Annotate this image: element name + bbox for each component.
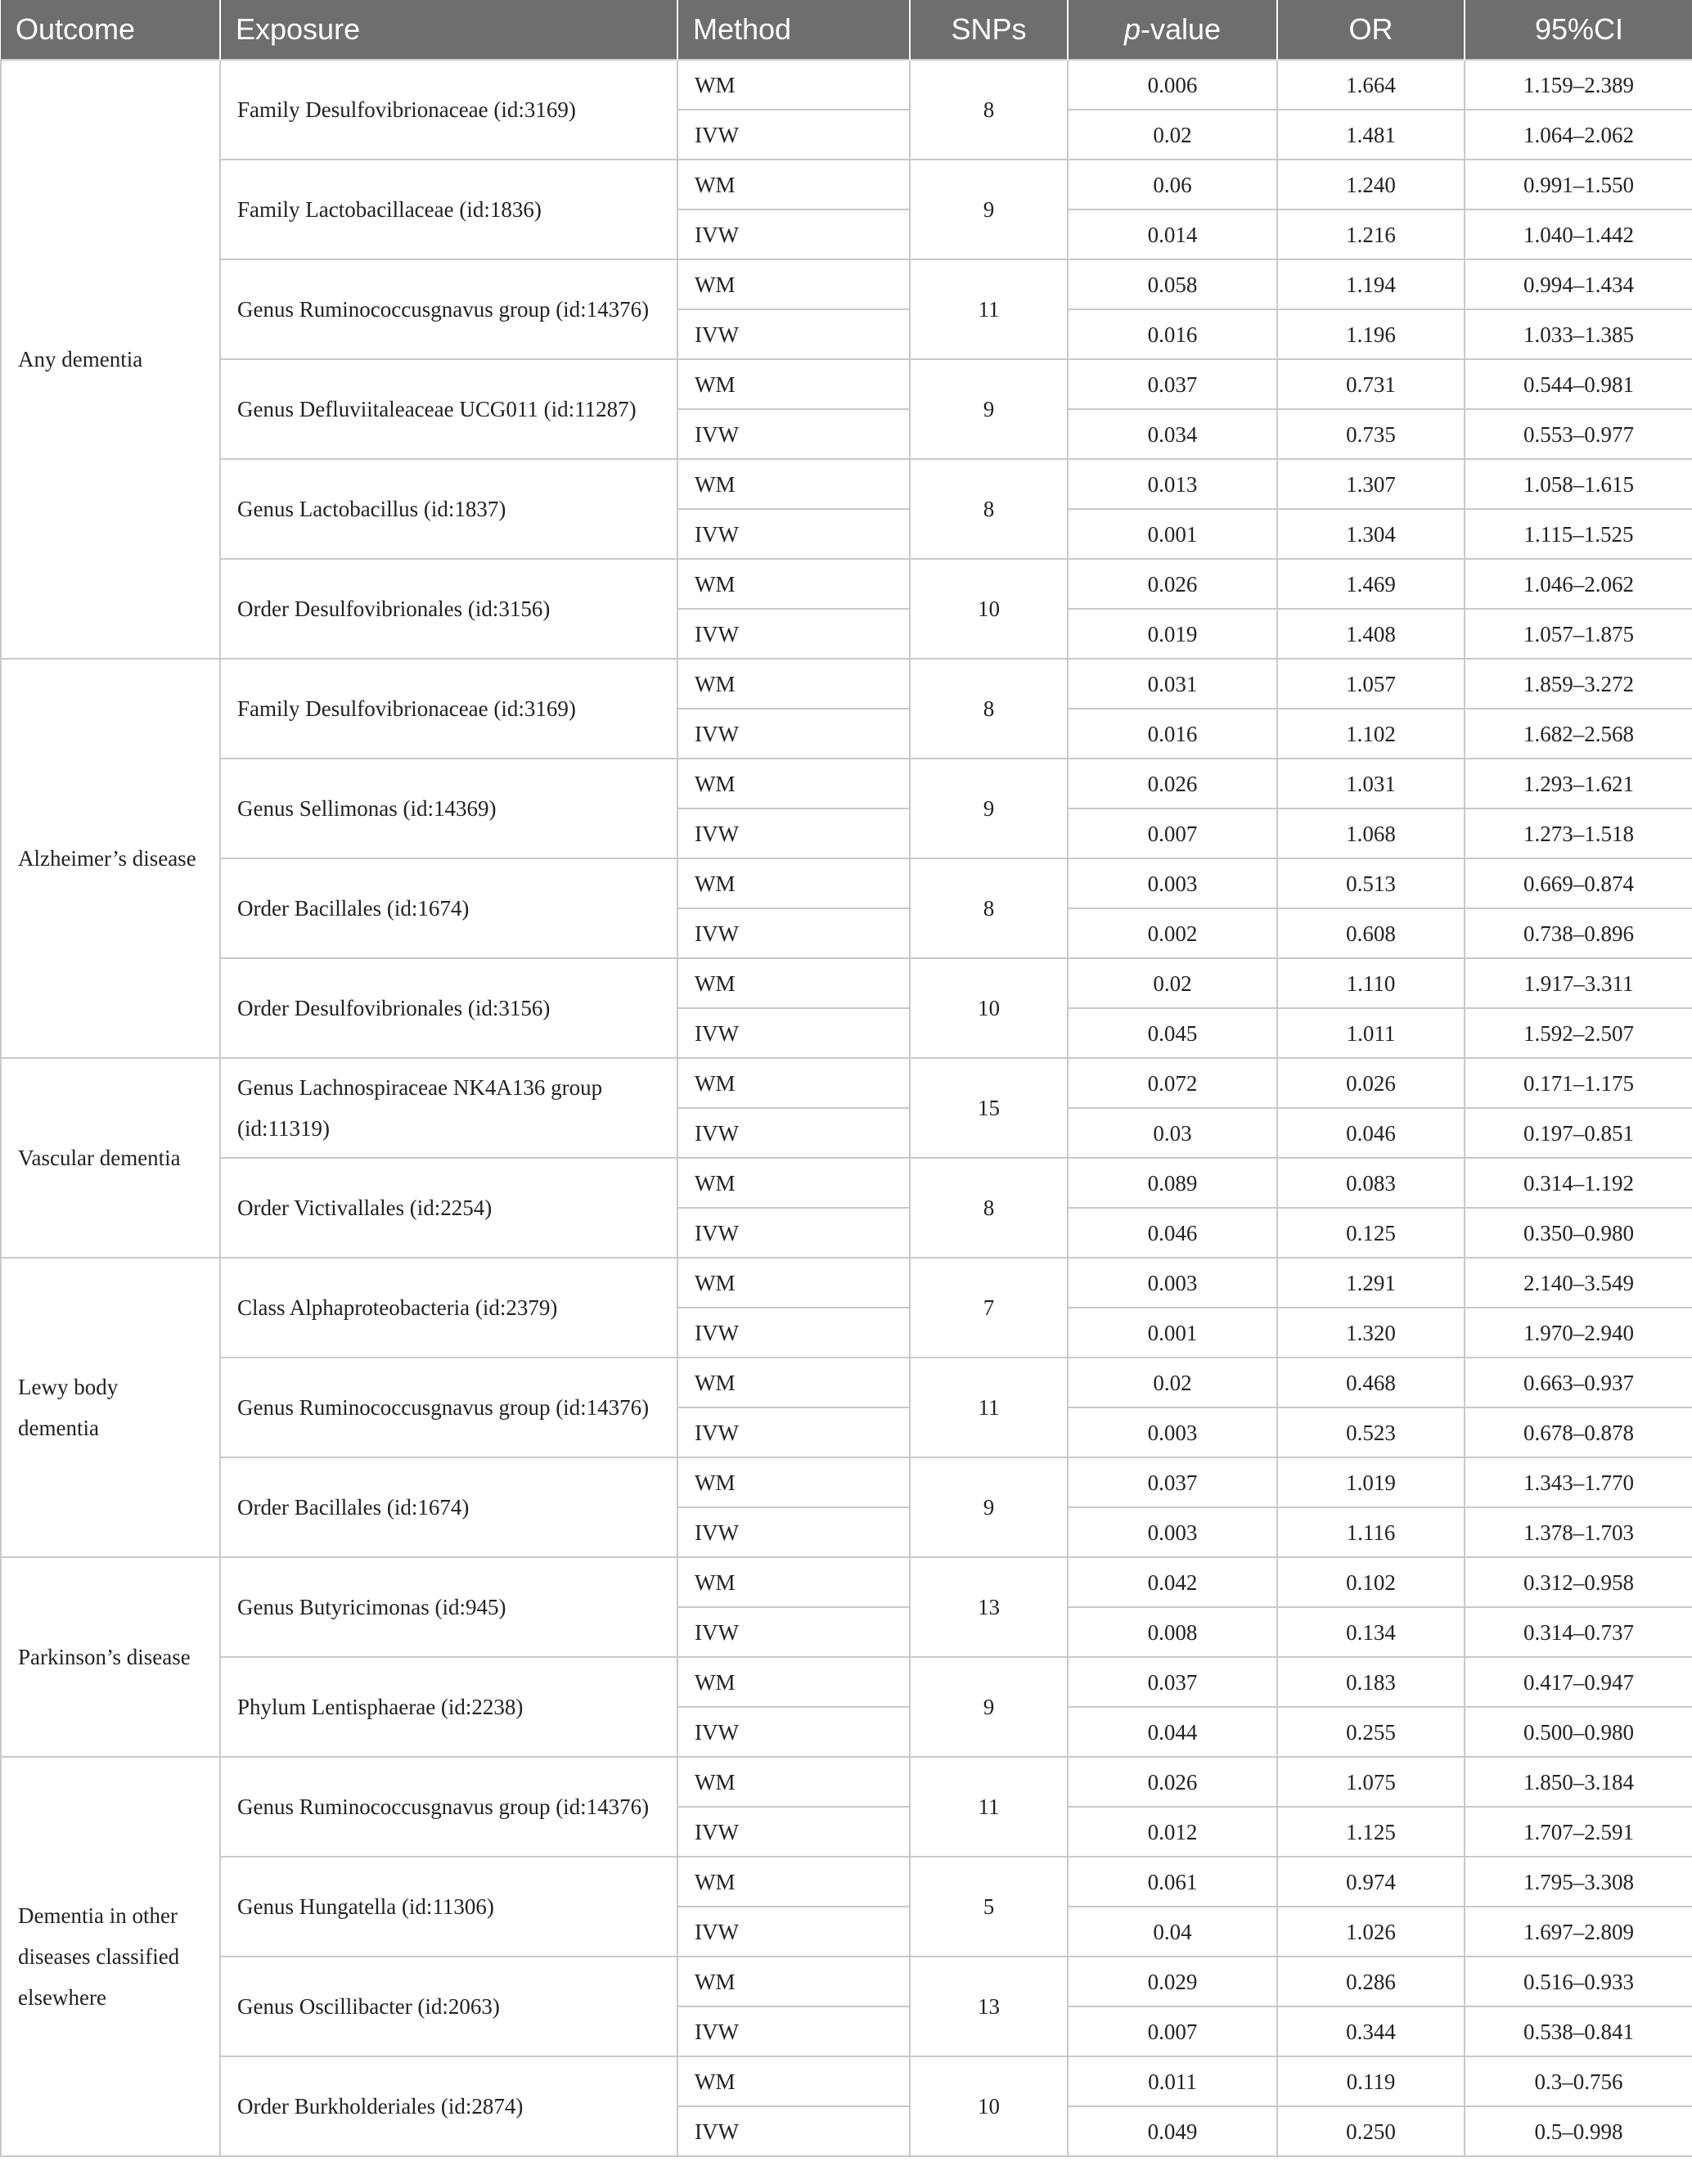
or-cell: 1.469	[1277, 559, 1465, 609]
outcome-cell: Lewy body dementia	[1, 1258, 220, 1557]
ci-cell: 1.682–2.568	[1465, 709, 1692, 759]
table-row	[1, 2056, 1692, 2106]
method-cell: WM	[677, 459, 910, 509]
ci-cell: 0.991–1.550	[1465, 160, 1692, 209]
or-cell: 1.291	[1277, 1258, 1465, 1308]
or-cell: 0.250	[1277, 2106, 1465, 2156]
ci-cell: 0.171–1.175	[1465, 1058, 1692, 1108]
or-cell: 0.046	[1277, 1108, 1465, 1158]
ci-cell: 1.058–1.615	[1465, 459, 1692, 509]
exposure-cell: Family Desulfovibrionaceae (id:3169)	[220, 60, 677, 160]
method-cell: IVW	[677, 1407, 910, 1457]
table-row	[1, 459, 1692, 509]
header-outcome: Outcome	[1, 0, 220, 60]
snps-cell: 11	[910, 259, 1068, 359]
exposure-cell: Class Alphaproteobacteria (id:2379)	[220, 1258, 677, 1358]
ci-cell: 1.115–1.525	[1465, 509, 1692, 559]
pvalue-cell: 0.007	[1068, 2006, 1277, 2056]
method-cell: WM	[677, 1457, 910, 1507]
pvalue-cell: 0.031	[1068, 659, 1277, 709]
pvalue-cell: 0.019	[1068, 609, 1277, 659]
method-cell: WM	[677, 559, 910, 609]
exposure-cell: Genus Lachnospiraceae NK4A136 group (id:11319)	[220, 1058, 677, 1158]
snps-cell: 8	[910, 659, 1068, 759]
pvalue-cell: 0.044	[1068, 1707, 1277, 1757]
exposure-cell: Genus Hungatella (id:11306)	[220, 1857, 677, 1957]
snps-cell: 15	[910, 1058, 1068, 1158]
or-cell: 1.068	[1277, 808, 1465, 858]
method-cell: IVW	[677, 808, 910, 858]
exposure-cell: Genus Oscillibacter (id:2063)	[220, 1957, 677, 2056]
snps-cell: 9	[910, 1657, 1068, 1757]
snps-cell: 8	[910, 459, 1068, 559]
header-pvalue-italic: p	[1123, 12, 1141, 46]
exposure-cell: Genus Defluviitaleaceae UCG011 (id:11287)	[220, 359, 677, 459]
header-pvalue-rest: -value	[1140, 12, 1222, 46]
pvalue-cell: 0.003	[1068, 1258, 1277, 1308]
pvalue-cell: 0.04	[1068, 1907, 1277, 1957]
pvalue-cell: 0.003	[1068, 858, 1277, 908]
method-cell: WM	[677, 1358, 910, 1407]
ci-cell: 1.378–1.703	[1465, 1507, 1692, 1557]
method-cell: WM	[677, 1657, 910, 1707]
ci-cell: 2.140–3.549	[1465, 1258, 1692, 1308]
or-cell: 0.468	[1277, 1358, 1465, 1407]
method-cell: IVW	[677, 1208, 910, 1258]
exposure-cell: Genus Butyricimonas (id:945)	[220, 1557, 677, 1657]
or-cell: 1.019	[1277, 1457, 1465, 1507]
ci-cell: 1.707–2.591	[1465, 1807, 1692, 1857]
pvalue-cell: 0.026	[1068, 759, 1277, 808]
method-cell: WM	[677, 1557, 910, 1607]
method-cell: WM	[677, 1258, 910, 1308]
ci-cell: 0.994–1.434	[1465, 259, 1692, 309]
ci-cell: 1.970–2.940	[1465, 1308, 1692, 1358]
table-row	[1, 359, 1692, 409]
or-cell: 1.408	[1277, 609, 1465, 659]
or-cell: 0.125	[1277, 1208, 1465, 1258]
pvalue-cell: 0.001	[1068, 509, 1277, 559]
ci-cell: 1.850–3.184	[1465, 1757, 1692, 1807]
snps-cell: 9	[910, 759, 1068, 858]
ci-cell: 1.064–2.062	[1465, 110, 1692, 160]
table-row	[1, 1557, 1692, 1607]
method-cell: WM	[677, 60, 910, 110]
pvalue-cell: 0.002	[1068, 908, 1277, 958]
method-cell: WM	[677, 1857, 910, 1907]
snps-cell: 10	[910, 2056, 1068, 2156]
snps-cell: 11	[910, 1757, 1068, 1857]
ci-cell: 1.046–2.062	[1465, 559, 1692, 609]
ci-cell: 1.273–1.518	[1465, 808, 1692, 858]
ci-cell: 1.057–1.875	[1465, 609, 1692, 659]
snps-cell: 8	[910, 60, 1068, 160]
table-row	[1, 858, 1692, 908]
exposure-cell: Order Burkholderiales (id:2874)	[220, 2056, 677, 2156]
method-cell: WM	[677, 858, 910, 908]
outcome-cell: Dementia in other diseases classified elsewhere	[1, 1757, 220, 2156]
pvalue-cell: 0.06	[1068, 160, 1277, 209]
table-row	[1, 1457, 1692, 1507]
header-method: Method	[677, 0, 910, 60]
header-ci: 95%CI	[1465, 0, 1692, 60]
table-row	[1, 1258, 1692, 1308]
header-exposure: Exposure	[220, 0, 677, 60]
snps-cell: 8	[910, 1158, 1068, 1258]
ci-cell: 1.592–2.507	[1465, 1008, 1692, 1058]
pvalue-cell: 0.016	[1068, 309, 1277, 359]
method-cell: IVW	[677, 1507, 910, 1557]
ci-cell: 1.917–3.311	[1465, 958, 1692, 1008]
or-cell: 0.255	[1277, 1707, 1465, 1757]
pvalue-cell: 0.03	[1068, 1108, 1277, 1158]
pvalue-cell: 0.042	[1068, 1557, 1277, 1607]
snps-cell: 9	[910, 1457, 1068, 1557]
or-cell: 0.102	[1277, 1557, 1465, 1607]
pvalue-cell: 0.008	[1068, 1607, 1277, 1657]
method-cell: IVW	[677, 509, 910, 559]
method-cell: WM	[677, 1158, 910, 1208]
method-cell: WM	[677, 160, 910, 209]
ci-cell: 0.5–0.998	[1465, 2106, 1692, 2156]
or-cell: 0.731	[1277, 359, 1465, 409]
or-cell: 0.608	[1277, 908, 1465, 958]
table-row	[1, 1158, 1692, 1208]
or-cell: 0.083	[1277, 1158, 1465, 1208]
ci-cell: 0.197–0.851	[1465, 1108, 1692, 1158]
or-cell: 1.304	[1277, 509, 1465, 559]
or-cell: 1.125	[1277, 1807, 1465, 1857]
pvalue-cell: 0.02	[1068, 110, 1277, 160]
snps-cell: 8	[910, 858, 1068, 958]
method-cell: WM	[677, 359, 910, 409]
method-cell: IVW	[677, 609, 910, 659]
table-body	[1, 60, 1692, 2156]
pvalue-cell: 0.013	[1068, 459, 1277, 509]
or-cell: 0.286	[1277, 1957, 1465, 2006]
table-row	[1, 759, 1692, 808]
or-cell: 1.116	[1277, 1507, 1465, 1557]
table-row	[1, 160, 1692, 209]
pvalue-cell: 0.02	[1068, 958, 1277, 1008]
ci-cell: 0.738–0.896	[1465, 908, 1692, 958]
method-cell: WM	[677, 259, 910, 309]
table-row	[1, 1957, 1692, 2006]
ci-cell: 0.314–0.737	[1465, 1607, 1692, 1657]
outcome-cell: Any dementia	[1, 60, 220, 659]
ci-cell: 0.516–0.933	[1465, 1957, 1692, 2006]
or-cell: 0.183	[1277, 1657, 1465, 1707]
pvalue-cell: 0.045	[1068, 1008, 1277, 1058]
snps-cell: 5	[910, 1857, 1068, 1957]
exposure-cell: Order Bacillales (id:1674)	[220, 858, 677, 958]
pvalue-cell: 0.014	[1068, 209, 1277, 259]
pvalue-cell: 0.026	[1068, 559, 1277, 609]
or-cell: 0.513	[1277, 858, 1465, 908]
or-cell: 1.194	[1277, 259, 1465, 309]
exposure-cell: Genus Sellimonas (id:14369)	[220, 759, 677, 858]
ci-cell: 1.293–1.621	[1465, 759, 1692, 808]
ci-cell: 0.314–1.192	[1465, 1158, 1692, 1208]
method-cell: IVW	[677, 1607, 910, 1657]
ci-cell: 0.538–0.841	[1465, 2006, 1692, 2056]
snps-cell: 11	[910, 1358, 1068, 1457]
table-row	[1, 1857, 1692, 1907]
outcome-cell: Vascular dementia	[1, 1058, 220, 1258]
exposure-cell: Order Desulfovibrionales (id:3156)	[220, 559, 677, 659]
or-cell: 1.320	[1277, 1308, 1465, 1358]
method-cell: IVW	[677, 409, 910, 459]
table-row	[1, 659, 1692, 709]
or-cell: 1.075	[1277, 1757, 1465, 1807]
table-row	[1, 958, 1692, 1008]
or-cell: 1.110	[1277, 958, 1465, 1008]
or-cell: 1.026	[1277, 1907, 1465, 1957]
outcome-cell: Alzheimer’s disease	[1, 659, 220, 1058]
method-cell: IVW	[677, 1807, 910, 1857]
ci-cell: 0.500–0.980	[1465, 1707, 1692, 1757]
pvalue-cell: 0.011	[1068, 2056, 1277, 2106]
pvalue-cell: 0.016	[1068, 709, 1277, 759]
exposure-cell: Genus Ruminococcusgnavus group (id:14376)	[220, 259, 677, 359]
pvalue-cell: 0.006	[1068, 60, 1277, 110]
snps-cell: 9	[910, 359, 1068, 459]
snps-cell: 10	[910, 958, 1068, 1058]
method-cell: IVW	[677, 1707, 910, 1757]
table-row	[1, 259, 1692, 309]
method-cell: IVW	[677, 309, 910, 359]
or-cell: 0.134	[1277, 1607, 1465, 1657]
table-header	[1, 0, 1692, 60]
pvalue-cell: 0.003	[1068, 1407, 1277, 1457]
pvalue-cell: 0.049	[1068, 2106, 1277, 2156]
exposure-cell: Order Desulfovibrionales (id:3156)	[220, 958, 677, 1058]
ci-cell: 0.553–0.977	[1465, 409, 1692, 459]
ci-cell: 0.663–0.937	[1465, 1358, 1692, 1407]
ci-cell: 0.669–0.874	[1465, 858, 1692, 908]
method-cell: IVW	[677, 1308, 910, 1358]
or-cell: 1.240	[1277, 160, 1465, 209]
table-row	[1, 1657, 1692, 1707]
snps-cell: 13	[910, 1557, 1068, 1657]
or-cell: 0.344	[1277, 2006, 1465, 2056]
exposure-cell: Order Victivallales (id:2254)	[220, 1158, 677, 1258]
ci-cell: 1.040–1.442	[1465, 209, 1692, 259]
exposure-cell: Family Desulfovibrionaceae (id:3169)	[220, 659, 677, 759]
table-row	[1, 1358, 1692, 1407]
ci-cell: 1.859–3.272	[1465, 659, 1692, 709]
method-cell: IVW	[677, 209, 910, 259]
pvalue-cell: 0.012	[1068, 1807, 1277, 1857]
ci-cell: 1.159–2.389	[1465, 60, 1692, 110]
outcome-cell: Parkinson’s disease	[1, 1557, 220, 1757]
method-cell: WM	[677, 759, 910, 808]
pvalue-cell: 0.089	[1068, 1158, 1277, 1208]
snps-cell: 9	[910, 160, 1068, 259]
exposure-cell: Genus Ruminococcusgnavus group (id:14376)	[220, 1358, 677, 1457]
pvalue-cell: 0.026	[1068, 1757, 1277, 1807]
pvalue-cell: 0.037	[1068, 1657, 1277, 1707]
or-cell: 0.974	[1277, 1857, 1465, 1907]
table-row	[1, 559, 1692, 609]
pvalue-cell: 0.02	[1068, 1358, 1277, 1407]
pvalue-cell: 0.072	[1068, 1058, 1277, 1108]
method-cell: WM	[677, 1957, 910, 2006]
or-cell: 1.057	[1277, 659, 1465, 709]
ci-cell: 1.697–2.809	[1465, 1907, 1692, 1957]
method-cell: IVW	[677, 110, 910, 160]
method-cell: IVW	[677, 2006, 910, 2056]
method-cell: WM	[677, 1058, 910, 1108]
or-cell: 0.119	[1277, 2056, 1465, 2106]
ci-cell: 1.343–1.770	[1465, 1457, 1692, 1507]
snps-cell: 10	[910, 559, 1068, 659]
ci-cell: 0.678–0.878	[1465, 1407, 1692, 1457]
pvalue-cell: 0.001	[1068, 1308, 1277, 1358]
header-snps: SNPs	[910, 0, 1068, 60]
method-cell: IVW	[677, 908, 910, 958]
pvalue-cell: 0.029	[1068, 1957, 1277, 2006]
or-cell: 1.031	[1277, 759, 1465, 808]
table-row	[1, 60, 1692, 110]
or-cell: 0.523	[1277, 1407, 1465, 1457]
or-cell: 1.481	[1277, 110, 1465, 160]
exposure-cell: Genus Ruminococcusgnavus group (id:14376)	[220, 1757, 677, 1857]
or-cell: 1.011	[1277, 1008, 1465, 1058]
header-pvalue	[1068, 0, 1277, 60]
or-cell: 1.216	[1277, 209, 1465, 259]
pvalue-cell: 0.046	[1068, 1208, 1277, 1258]
pvalue-cell: 0.037	[1068, 1457, 1277, 1507]
ci-cell: 0.350–0.980	[1465, 1208, 1692, 1258]
or-cell: 0.735	[1277, 409, 1465, 459]
exposure-cell: Order Bacillales (id:1674)	[220, 1457, 677, 1557]
ci-cell: 0.312–0.958	[1465, 1557, 1692, 1607]
pvalue-cell: 0.037	[1068, 359, 1277, 409]
pvalue-cell: 0.058	[1068, 259, 1277, 309]
ci-cell: 0.3–0.756	[1465, 2056, 1692, 2106]
or-cell: 1.664	[1277, 60, 1465, 110]
or-cell: 1.102	[1277, 709, 1465, 759]
method-cell: IVW	[677, 1907, 910, 1957]
method-cell: IVW	[677, 1008, 910, 1058]
pvalue-cell: 0.034	[1068, 409, 1277, 459]
method-cell: WM	[677, 1757, 910, 1807]
table-row	[1, 1757, 1692, 1807]
pvalue-cell: 0.003	[1068, 1507, 1277, 1557]
method-cell: WM	[677, 2056, 910, 2106]
snps-cell: 13	[910, 1957, 1068, 2056]
snps-cell: 7	[910, 1258, 1068, 1358]
method-cell: WM	[677, 659, 910, 709]
pvalue-cell: 0.061	[1068, 1857, 1277, 1907]
ci-cell: 0.544–0.981	[1465, 359, 1692, 409]
method-cell: IVW	[677, 1108, 910, 1158]
method-cell: IVW	[677, 2106, 910, 2156]
ci-cell: 1.795–3.308	[1465, 1857, 1692, 1907]
exposure-cell: Family Lactobacillaceae (id:1836)	[220, 160, 677, 259]
header-row	[1, 0, 1692, 60]
table-row	[1, 1058, 1692, 1108]
exposure-cell: Phylum Lentisphaerae (id:2238)	[220, 1657, 677, 1757]
ci-cell: 0.417–0.947	[1465, 1657, 1692, 1707]
method-cell: IVW	[677, 709, 910, 759]
method-cell: WM	[677, 958, 910, 1008]
or-cell: 1.307	[1277, 459, 1465, 509]
exposure-cell: Genus Lactobacillus (id:1837)	[220, 459, 677, 559]
or-cell: 1.196	[1277, 309, 1465, 359]
pvalue-cell: 0.007	[1068, 808, 1277, 858]
header-or: OR	[1277, 0, 1465, 60]
or-cell: 0.026	[1277, 1058, 1465, 1108]
ci-cell: 1.033–1.385	[1465, 309, 1692, 359]
